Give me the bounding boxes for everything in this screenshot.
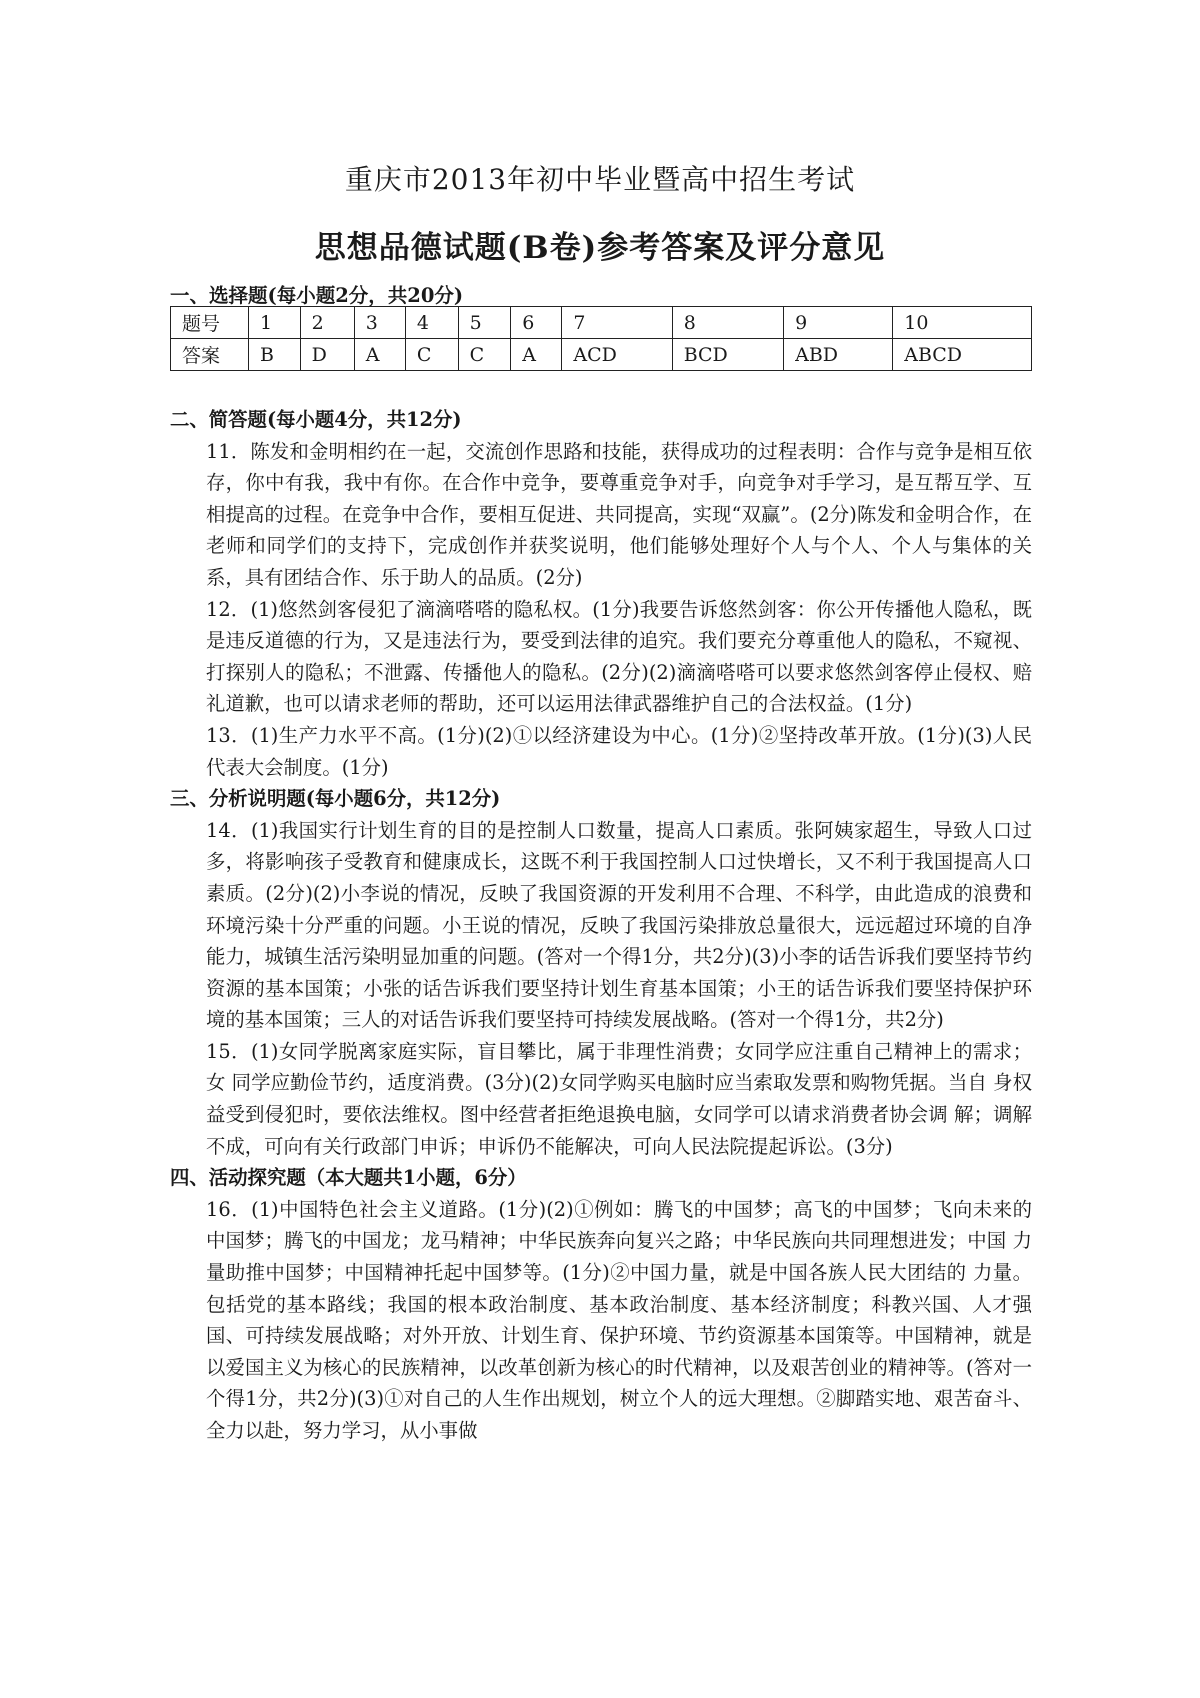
table-cell: 2 [300, 307, 354, 339]
table-row-numbers [171, 307, 1032, 339]
table-row-answers [171, 339, 1032, 371]
table-cell: ACD [562, 339, 672, 371]
table-cell: D [300, 339, 354, 371]
table-cell: 4 [405, 307, 458, 339]
table-cell: 8 [672, 307, 783, 339]
table-cell: A [511, 339, 562, 371]
answer-paragraph-16: 16．(1)中国特色社会主义道路。(1分)(2)①例如：腾飞的中国梦；高飞的中国梦；飞向未来的 中国梦；腾飞的中国龙；龙马精神；中华民族奔向复兴之路；中华民族向共同理想进发；中国 力量助推中国梦；中国精神托起中国梦等。(1分)②中国力量，就是中国各族人民大团结的 力量。包括党的基本路线；我国的根本政治制度、基本政治制度、基本经济制度；科教兴国、人才强国、可持续发展战略；对外开放、计划生育、保护环境、节约资源基本国策等。中国精神，就是以爱国主义为核心的民族精神，以改革创新为核心的时代精神，以及艰苦创业的精神等。(答对一个得1分，共2分)(3)①对自己的人生作出规划，树立个人的远大理想。②脚踏实地、艰苦奋斗、全力以赴，努力学习，从小事做 [206, 1197, 1032, 1442]
table-cell: A [354, 339, 405, 371]
row-label: 题号 [171, 307, 249, 339]
table-cell: 1 [249, 307, 301, 339]
table-cell: 7 [562, 307, 672, 339]
document-body [170, 404, 1032, 1447]
row-label: 答案 [171, 339, 249, 371]
table-cell: ABD [784, 339, 893, 371]
table-cell: ABCD [893, 339, 1032, 371]
document-subtitle: 思想品德试题(B卷)参考答案及评分意见 [314, 230, 886, 266]
table-cell: BCD [672, 339, 783, 371]
answer-paragraph-11: 11．陈发和金明相约在一起，交流创作思路和技能，获得成功的过程表明：合作与竞争是相互依存，你中有我，我中有你。在合作中竞争，要尊重竞争对手，向竞争对手学习，是互帮互学、互相提高的过程。在竞争中合作，要相互促进、共同提高，实现“双赢”。(2分)陈发和金明合作，在老师和同学们的支持下，完成创作并获奖说明，他们能够处理好个人与个人、个人与集体的关系，具有团结合作、乐于助人的品质。(2分) [206, 439, 1032, 589]
section-heading-analysis: 三、分析说明题(每小题6分，共12分) [170, 787, 501, 811]
answer-table [170, 306, 1032, 371]
answer-paragraph-12: 12．(1)悠然剑客侵犯了滴滴嗒嗒的隐私权。(1分)我要告诉悠然剑客：你公开传播他人隐私，既是违反道德的行为，又是违法行为，要受到法律的追究。我们要充分尊重他人的隐私，不窥视、打探别人的隐私；不泄露、传播他人的隐私。(2分)(2)滴滴嗒嗒可以要求悠然剑客停止侵权、赔礼道歉，也可以请求老师的帮助，还可以运用法律武器维护自己的合法权益。(1分) [206, 597, 1032, 716]
answer-paragraph-15: 15．(1)女同学脱离家庭实际，盲目攀比，属于非理性消费；女同学应注重自己精神上的需求；女 同学应勤俭节约，适度消费。(3分)(2)女同学购买电脑时应当索取发票和购物凭据。当自 身权益受到侵犯时，要依法维权。图中经营者拒绝退换电脑，女同学可以请求消费者协会调 解；调解不成，可向有关行政部门申诉；申诉仍不能解决，可向人民法院提起诉讼。(3分) [206, 1039, 1032, 1158]
table-cell: 3 [354, 307, 405, 339]
table-cell: 9 [784, 307, 893, 339]
section-heading-activity: 四、活动探究题（本大题共1小题，6分） [170, 1166, 527, 1190]
section-heading-short-answer: 二、简答题(每小题4分，共12分) [170, 408, 462, 431]
table-cell: C [458, 339, 511, 371]
table-cell: 5 [458, 307, 511, 339]
section-heading-choice: 一、选择题(每小题2分，共20分) [170, 284, 464, 307]
table-cell: 10 [893, 307, 1032, 339]
table-cell: C [405, 339, 458, 371]
table-cell: B [249, 339, 301, 371]
answer-paragraph-13: 13．(1)生产力水平不高。(1分)(2)①以经济建设为中心。(1分)②坚持改革开放。(1分)(3)人民代表大会制度。(1分) [206, 723, 1032, 779]
table-cell: 6 [511, 307, 562, 339]
answer-paragraph-14: 14．(1)我国实行计划生育的目的是控制人口数量，提高人口素质。张阿姨家超生，导致人口过多，将影响孩子受教育和健康成长，这既不利于我国控制人口过快增长，又不利于我国提高人口素质。(2分)(2)小李说的情况，反映了我国资源的开发利用不合理、不科学，由此造成的浪费和环境污染十分严重的问题。小王说的情况，反映了我国污染排放总量很大，远远超过环境的自净能力，城镇生活污染明显加重的问题。(答对一个得1分，共2分)(3)小李的话告诉我们要坚持节约资源的基本国策；小张的话告诉我们要坚持计划生育基本国策；小王的话告诉我们要坚持保护环境的基本国策；三人的对话告诉我们要坚持可持续发展战略。(答对一个得1分，共2分) [206, 818, 1032, 1032]
document-title: 重庆市2013年初中毕业暨高中招生考试 [344, 163, 856, 196]
